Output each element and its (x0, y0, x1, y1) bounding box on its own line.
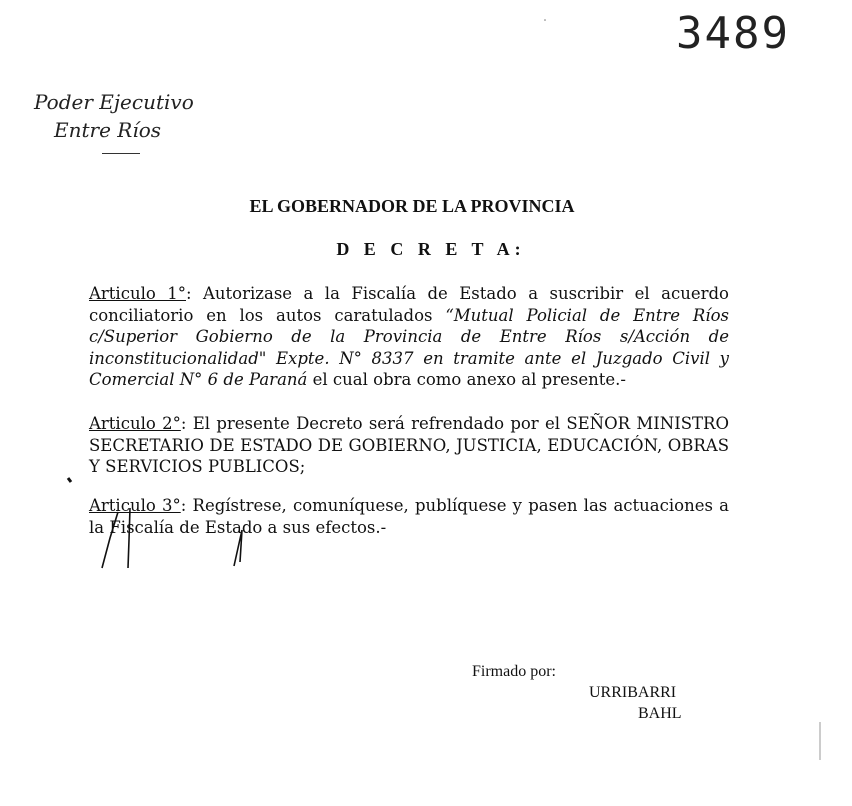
article-2 (89, 413, 729, 478)
article-1-text-end: el cual obra como anexo al presente.- (307, 370, 626, 389)
page-title: EL GOBERNADOR DE LA PROVINCIA (249, 196, 575, 216)
signed-by-label: Firmado por: (472, 663, 556, 680)
decree-heading: D E C R E T A: (336, 239, 526, 259)
article-1-text-start: : Autorizase a la Fiscalía de Estado a suscribir el acuerdo conciliatorio en los autos caratulados (89, 284, 729, 325)
article-3 (89, 495, 729, 538)
pen-dot (68, 478, 71, 482)
article-1-case-title: “Mutual Policial de Entre Ríos c/Superior Gobierno de la Provincia de Entre Ríos s/Acción de inconstitucionalidad" Expte. N° 8337 en tramite ante el Juzgado Civil y Comercial N° 6 de Paraná (89, 305, 729, 389)
letterhead-rule (102, 153, 140, 154)
signer-2: BAHL (638, 705, 682, 722)
letterhead-line-1: Poder Ejecutivo (34, 90, 194, 114)
speck (544, 19, 546, 21)
signer-1: URRIBARRI (589, 684, 677, 701)
letterhead-line-2: Entre Ríos (54, 118, 162, 142)
stamp-number: 3489 (676, 8, 790, 59)
article-1-label: Articulo 1° (89, 284, 186, 303)
article-2-text: : El presente Decreto será refrendado por el SEÑOR MINISTRO SECRETARIO DE ESTADO DE GOBIERNO, JUSTICIA, EDUCACIÓN, OBRAS Y SERVICIOS PUBLICOS; (89, 414, 729, 476)
article-1 (89, 283, 729, 391)
article-3-label: Articulo 3° (89, 496, 181, 515)
article-2-label: Articulo 2° (89, 414, 181, 433)
article-3-text: : Regístrese, comuníquese, publíquese y pasen las actuaciones a la Fiscalía de Estado a sus efectos.- (89, 496, 729, 537)
letterhead (34, 88, 194, 144)
